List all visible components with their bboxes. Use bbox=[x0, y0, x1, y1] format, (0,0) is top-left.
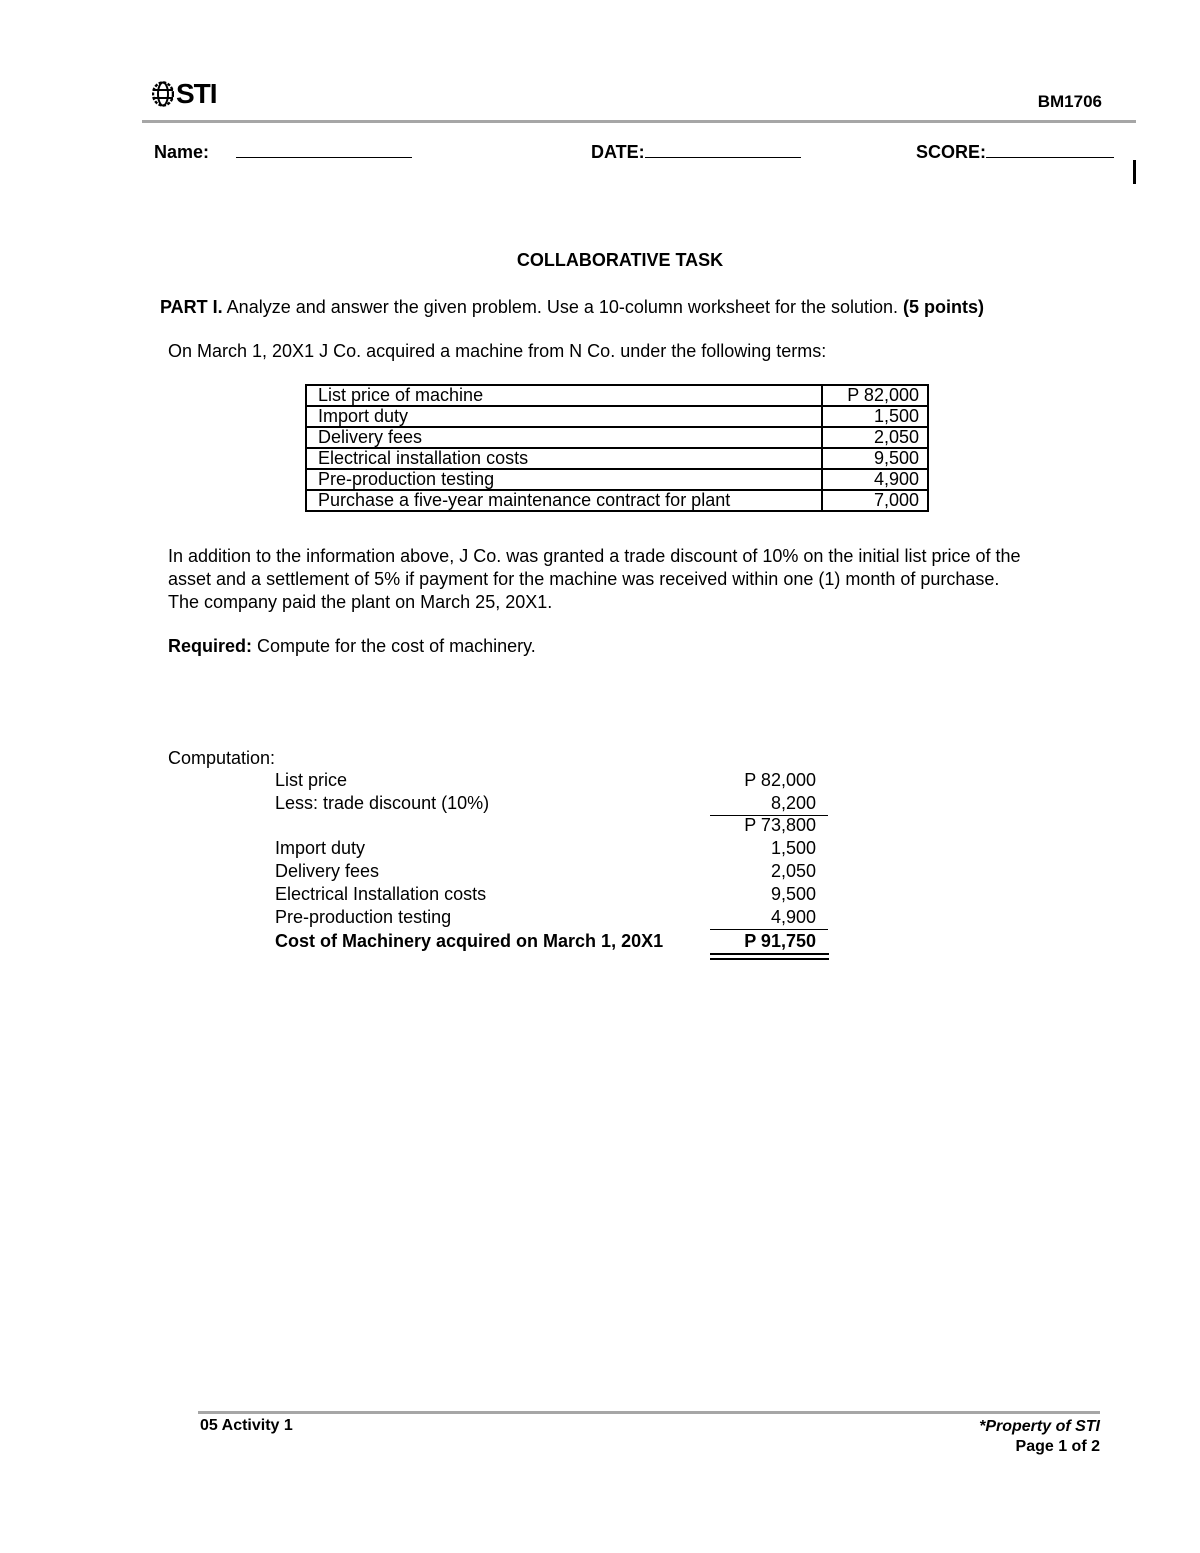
term-amount: 7,000 bbox=[822, 490, 928, 511]
footer-activity: 05 Activity 1 bbox=[200, 1417, 293, 1434]
term-item: Electrical installation costs bbox=[306, 448, 822, 469]
footer-page-number: Page 1 of 2 bbox=[1015, 1438, 1100, 1455]
term-amount: 2,050 bbox=[822, 427, 928, 448]
table-row bbox=[306, 406, 928, 427]
logo-text: STI bbox=[176, 78, 217, 109]
computation-label: Less: trade discount (10%) bbox=[275, 793, 490, 813]
part1-label: PART I. bbox=[160, 297, 223, 317]
term-amount: 9,500 bbox=[822, 448, 928, 469]
term-item: Pre-production testing bbox=[306, 469, 822, 490]
table-row bbox=[306, 385, 928, 406]
part1-points: (5 points) bbox=[903, 297, 985, 317]
term-item: List price of machine bbox=[306, 385, 822, 406]
header-rule bbox=[142, 120, 1136, 123]
date-blank[interactable] bbox=[645, 139, 801, 158]
computation-row bbox=[275, 906, 830, 929]
intro-text: On March 1, 20X1 J Co. acquired a machine from N Co. under the following terms: bbox=[168, 341, 827, 361]
computation-heading: Computation: bbox=[168, 748, 276, 768]
date-field bbox=[591, 139, 801, 163]
term-item: Import duty bbox=[306, 406, 822, 427]
table-row bbox=[306, 448, 928, 469]
computation-value: 4,900 bbox=[710, 906, 828, 930]
computation-row bbox=[275, 814, 830, 837]
name-label: Name: bbox=[154, 142, 210, 162]
total-label: Cost of Machinery acquired on March 1, 20X1 bbox=[275, 931, 664, 951]
required-body: Compute for the cost of machinery. bbox=[252, 636, 536, 656]
required-label: Required: bbox=[168, 636, 253, 656]
required-text bbox=[168, 635, 536, 658]
total-value: P 91,750 bbox=[744, 931, 816, 951]
computation-value: 8,200 bbox=[710, 792, 828, 816]
additional-line-3: The company paid the plant on March 25, 20X1. bbox=[168, 592, 553, 612]
name-blank[interactable] bbox=[236, 139, 412, 158]
name-field bbox=[154, 139, 412, 163]
term-item: Delivery fees bbox=[306, 427, 822, 448]
computation-label: Pre-production testing bbox=[275, 907, 452, 927]
part1-instruction bbox=[160, 296, 984, 319]
computation-row bbox=[275, 837, 830, 860]
computation-value: P 73,800 bbox=[744, 815, 816, 835]
globe-icon bbox=[152, 81, 174, 107]
computation-row bbox=[275, 769, 830, 792]
score-field bbox=[916, 139, 1114, 163]
footer-property: *Property of STI bbox=[979, 1418, 1100, 1435]
computation-value: P 82,000 bbox=[744, 770, 816, 790]
additional-info bbox=[168, 545, 1021, 614]
footer-rule bbox=[198, 1411, 1100, 1414]
computation-value: 1,500 bbox=[770, 838, 816, 858]
term-amount: P 82,000 bbox=[822, 385, 928, 406]
term-amount: 4,900 bbox=[822, 469, 928, 490]
computation-row bbox=[275, 883, 830, 906]
additional-line-1: In addition to the information above, J Co. was granted a trade discount of 10% on the initial list price of the bbox=[168, 546, 1021, 566]
computation-label: Delivery fees bbox=[275, 861, 380, 881]
terms-table bbox=[305, 384, 929, 512]
computation-row bbox=[275, 792, 830, 815]
computation-value: 9,500 bbox=[770, 884, 816, 904]
footer-right bbox=[979, 1417, 1100, 1457]
term-amount: 1,500 bbox=[822, 406, 928, 427]
text-cursor bbox=[1133, 160, 1136, 184]
sti-logo bbox=[152, 78, 224, 110]
total-double-underline bbox=[710, 953, 829, 960]
computation-label: List price bbox=[275, 770, 348, 790]
table-row bbox=[306, 469, 928, 490]
computation-row bbox=[275, 860, 830, 883]
computation-label: Import duty bbox=[275, 838, 366, 858]
table-row bbox=[306, 427, 928, 448]
additional-line-2: asset and a settlement of 5% if payment for the machine was received within one (1) month of purchase. bbox=[168, 569, 1000, 589]
page-title: COLLABORATIVE TASK bbox=[516, 250, 724, 270]
part1-text: Analyze and answer the given problem. Use a 10-column worksheet for the solution. bbox=[222, 297, 904, 317]
date-label: DATE: bbox=[591, 142, 645, 162]
table-row bbox=[306, 490, 928, 511]
course-code: BM1706 bbox=[1037, 92, 1102, 111]
computation-total-row bbox=[275, 930, 830, 953]
score-label: SCORE: bbox=[916, 142, 987, 162]
computation-value: 2,050 bbox=[770, 861, 816, 881]
computation-label: Electrical Installation costs bbox=[275, 884, 487, 904]
term-item: Purchase a five-year maintenance contract for plant bbox=[306, 490, 822, 511]
score-blank[interactable] bbox=[986, 139, 1114, 158]
